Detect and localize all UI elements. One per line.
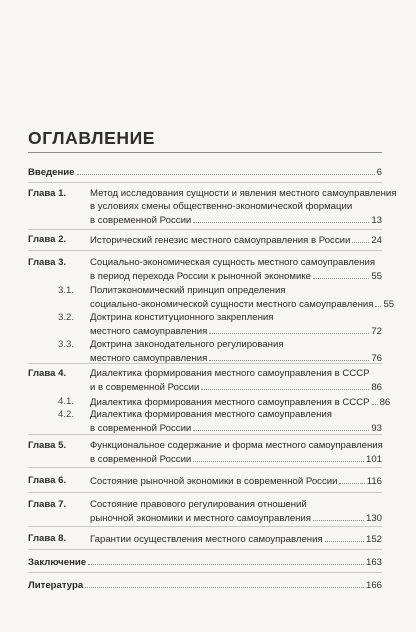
dot-leader bbox=[339, 474, 364, 484]
dot-leader bbox=[77, 165, 375, 175]
chapter-label: Глава 5. bbox=[28, 440, 67, 451]
entry-title-line: Гарантии осуществления местного самоуправления bbox=[90, 534, 323, 545]
chapter-label: Глава 4. bbox=[28, 368, 67, 379]
entry-title-line: местного самоуправления bbox=[90, 326, 208, 337]
entry-label: Заключение bbox=[28, 557, 87, 568]
page-number: 55 bbox=[371, 271, 382, 282]
separator bbox=[28, 492, 382, 493]
chapter-label: Глава 6. bbox=[28, 475, 67, 486]
page-number: 13 bbox=[371, 215, 382, 226]
dot-leader bbox=[88, 555, 364, 565]
dot-leader bbox=[193, 452, 364, 462]
separator bbox=[28, 250, 382, 251]
dot-leader bbox=[375, 297, 381, 307]
page-number: 93 bbox=[371, 423, 382, 434]
entry-title-line: социально-экономической сущности местного самоуправления bbox=[90, 299, 374, 310]
section-number: 4.2. bbox=[58, 409, 75, 420]
separator bbox=[28, 182, 382, 183]
section-number: 3.1. bbox=[58, 285, 75, 296]
entry-title-line: Функциональное содержание и форма местного самоуправления bbox=[90, 440, 383, 451]
dot-leader bbox=[313, 511, 364, 521]
dot-leader bbox=[313, 269, 369, 279]
chapter-label: Глава 7. bbox=[28, 499, 67, 510]
separator bbox=[28, 363, 382, 364]
page-number: 101 bbox=[365, 454, 382, 465]
dot-leader bbox=[325, 532, 364, 542]
entry-title-line: и в современной России bbox=[90, 382, 200, 393]
entry-label: Введение bbox=[28, 167, 75, 178]
page-number: 72 bbox=[371, 326, 382, 337]
entry-title-line: Состояние правового регулирования отношений bbox=[90, 499, 307, 510]
toc-title: ОГЛАВЛЕНИЕ bbox=[28, 128, 156, 148]
chapter-label: Глава 8. bbox=[28, 533, 67, 544]
entry-title-line: в условиях смены общественно-экономической формации bbox=[90, 201, 353, 212]
separator bbox=[28, 572, 382, 573]
entry-title-line: рыночной экономики и местного самоуправления bbox=[90, 513, 312, 524]
page-number: 24 bbox=[371, 235, 382, 246]
dot-leader bbox=[85, 578, 364, 588]
entry-title-line: Состояние рыночной экономики в современной России bbox=[90, 476, 338, 487]
entry-title-line: Метод исследования сущности и явления местного самоуправления bbox=[90, 188, 397, 199]
separator bbox=[28, 434, 382, 435]
section-number: 4.1. bbox=[58, 396, 75, 407]
page-number: 76 bbox=[371, 353, 382, 364]
dot-leader bbox=[193, 213, 369, 223]
page-number: 86 bbox=[371, 382, 382, 393]
dot-leader bbox=[372, 395, 378, 405]
entry-title-line: местного самоуправления bbox=[90, 353, 208, 364]
dot-leader bbox=[209, 351, 369, 361]
page-number: 55 bbox=[383, 299, 395, 310]
separator bbox=[28, 549, 382, 550]
entry-title-line: Доктрина законодательного регулирования bbox=[90, 339, 284, 350]
dot-leader bbox=[209, 324, 369, 334]
chapter-label: Глава 3. bbox=[28, 257, 67, 268]
section-number: 3.3. bbox=[58, 339, 75, 350]
entry-title-line: в современной России bbox=[90, 423, 192, 434]
section-number: 3.2. bbox=[58, 312, 75, 323]
entry-title-line: Социально-экономическая сущность местного самоуправления bbox=[90, 257, 376, 268]
entry-title-line: в период перехода России к рыночной экономике bbox=[90, 271, 312, 282]
separator bbox=[28, 229, 382, 230]
separator bbox=[28, 467, 382, 468]
entry-title-line: Диалектика формирования местного самоуправления bbox=[90, 409, 332, 420]
entry-title-line: Диалектика формирования местного самоуправления в СССР bbox=[90, 368, 370, 379]
entry-title-line: в современной России bbox=[90, 454, 192, 465]
entry-title-line: Политэкономический принцип определения bbox=[90, 285, 286, 296]
dot-leader bbox=[201, 380, 369, 390]
entry-title-line: Исторический генезис местного самоуправления в России bbox=[90, 235, 351, 246]
dot-leader bbox=[352, 233, 369, 243]
chapter-label: Глава 2. bbox=[28, 234, 67, 245]
page-number: 116 bbox=[366, 476, 382, 487]
page-number: 152 bbox=[365, 534, 382, 545]
page-number: 130 bbox=[365, 513, 382, 524]
title-rule bbox=[28, 152, 382, 153]
page-number: 166 bbox=[365, 580, 382, 591]
page-number: 163 bbox=[365, 557, 382, 568]
separator bbox=[28, 526, 382, 527]
entry-title-line: в современной России bbox=[90, 215, 192, 226]
page-number: 6 bbox=[376, 167, 382, 178]
entry-label: Литература bbox=[28, 580, 84, 591]
entry-title-line: Доктрина конституционного закрепления bbox=[90, 312, 274, 323]
chapter-label: Глава 1. bbox=[28, 188, 67, 199]
dot-leader bbox=[193, 421, 369, 431]
page-number: 86 bbox=[379, 397, 391, 408]
entry-title-line: Диалектика формирования местного самоуправления в СССР bbox=[90, 397, 370, 408]
